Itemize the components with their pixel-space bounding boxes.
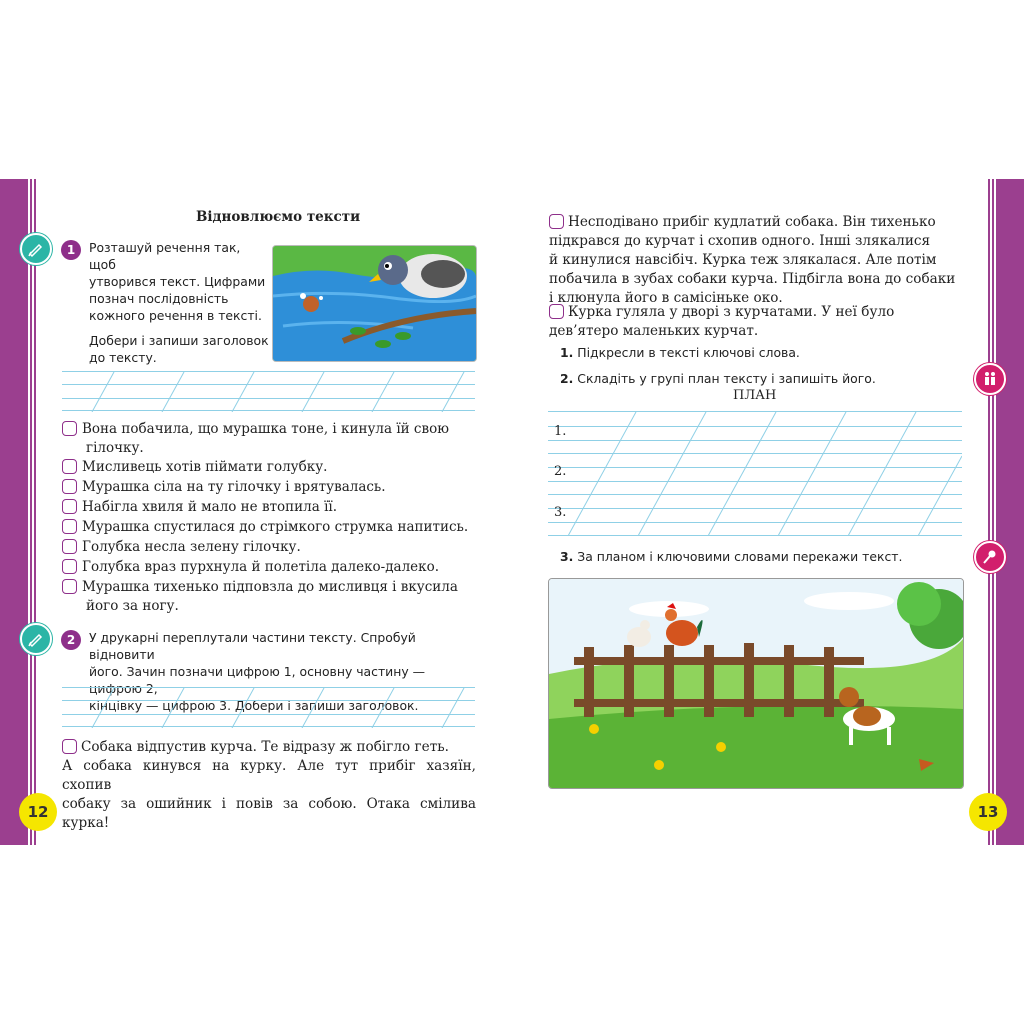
order-checkbox[interactable]	[62, 559, 77, 574]
writing-lines[interactable]	[62, 371, 475, 412]
page-number-right: 13	[969, 793, 1007, 831]
microphone-icon	[974, 541, 1006, 573]
writing-lines[interactable]	[62, 687, 475, 728]
task-item: 1. Підкресли в тексті ключові слова.	[560, 345, 800, 360]
text-fragment-ending: Собака відпустив курча. Те відразу ж побігло геть. А собака кинувся на курку. Але тут прибіг хазяїн, схопив собаку за ошийник і повів за собою. Отака смілива курка!	[62, 739, 476, 831]
slant-lines	[62, 688, 475, 728]
task1-instruction: Розташуй речення так, щоб утворився текст. Цифрами познач послідовність кожного речення в тексті. Добери і запиши заголовок до тексту.	[89, 240, 269, 365]
sentence-item: Набігла хвиля й мало не втопила її.	[62, 498, 337, 517]
order-checkbox[interactable]	[62, 499, 77, 514]
task-number-badge: 1	[61, 240, 81, 260]
task-number-badge: 2	[61, 630, 81, 650]
sentence-item: Вона побачила, що мурашка тоне, і кинула їй свою гілочку.	[62, 420, 476, 458]
group-icon	[974, 363, 1006, 395]
sentence-item: Голубка несла зелену гілочку.	[62, 538, 301, 557]
order-checkbox[interactable]	[62, 739, 77, 754]
farm-dog-and-chickens-illustration	[548, 578, 964, 789]
plan-title: ПЛАН	[733, 388, 777, 403]
right-page-band	[984, 179, 1024, 845]
sentence-item: Голубка враз пурхнула й полетіла далеко-далеко.	[62, 558, 439, 577]
plan-item-number: 1.	[554, 424, 567, 439]
task2-instruction: У друкарні переплутали частини тексту. Спробуй відновити його. Зачин позначи цифрою 1, основну частину — цифрою 2, кінцівку — цифрою 3. Добери і запиши заголовок.	[89, 630, 425, 713]
slant-lines	[62, 372, 475, 412]
order-checkbox[interactable]	[62, 519, 77, 534]
plan-writing-lines[interactable]	[548, 411, 962, 536]
order-checkbox[interactable]	[62, 479, 77, 494]
sentence-item: Мурашка тихенько підповзла до мисливця і вкусила його за ногу.	[62, 578, 476, 616]
page-title: Відновлюємо тексти	[196, 209, 361, 225]
order-checkbox[interactable]	[62, 459, 77, 474]
pencil-icon	[20, 623, 52, 655]
order-checkbox[interactable]	[62, 539, 77, 554]
book-spread	[0, 179, 1024, 845]
text-fragment-beginning: Курка гуляла у дворі з курчатами. У неї було дев’ятеро маленьких курчат.	[549, 304, 895, 339]
task-item: 3. За планом і ключовими словами перекажи текст.	[560, 549, 903, 564]
plan-item-number: 3.	[554, 505, 567, 520]
pencil-icon	[20, 233, 52, 265]
left-page-band	[0, 179, 40, 845]
order-checkbox[interactable]	[62, 421, 77, 436]
plan-item-number: 2.	[554, 464, 567, 479]
slant-lines	[548, 412, 962, 536]
sentence-item: Мисливець хотів піймати голубку.	[62, 458, 327, 477]
order-checkbox[interactable]	[549, 214, 564, 229]
page-number-left: 12	[19, 793, 57, 831]
dove-and-ant-illustration	[272, 245, 477, 362]
sentence-item: Мурашка спустилася до стрімкого струмка напитись.	[62, 518, 468, 537]
task-item: 2. Складіть у групі план тексту і запишіть його.	[560, 371, 876, 386]
text-fragment-main: Несподівано прибіг кудлатий собака. Він тихенько підкрався до курчат і схопив одного. Інші злякалися й кинулися навсібіч. Курка теж злякалася. Але потім побачила в зубах собаки курча. Підбігла вона до собаки і клюнула його в самісіньке око.	[549, 214, 956, 306]
order-checkbox[interactable]	[549, 304, 564, 319]
sentence-item: Мурашка сіла на ту гілочку і врятувалась.	[62, 478, 386, 497]
order-checkbox[interactable]	[62, 579, 77, 594]
